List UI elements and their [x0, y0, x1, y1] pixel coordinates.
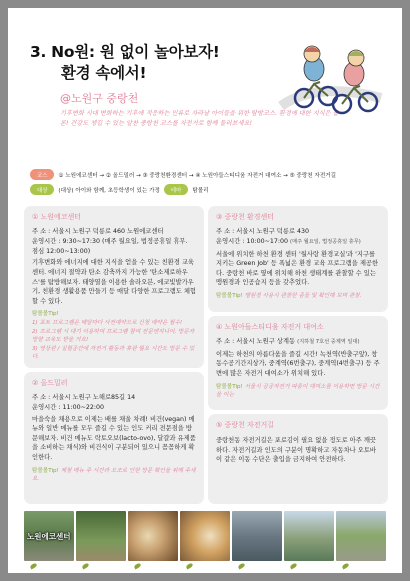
leaf-icon: [185, 563, 193, 570]
hours: 운영시간 : 11:00~22:00: [32, 403, 105, 411]
photo-label: 노원에코센터: [27, 532, 71, 541]
hours-break: 점심 12:00~13:00): [32, 247, 91, 255]
hours: 운영시간 : 10:00~17:00 (매주 월요일, 법정공휴일 휴무): [216, 237, 361, 245]
leaf-icon: [133, 563, 141, 570]
tip-block: 탐볼볼Tip! 1) 포토 프로그램은 매달마다 사전예약으로 신청 예약은 필수! 2) 프로그램 시 대기 이용하여 프로그램 참여 전문엔지니어, 방문자 방향 교육도 받을 거요! 3) 영상관 / 실험공간에 자전거 활동과 휴관 월요 시간도 방문 수 있다.: [32, 311, 195, 361]
leaf-icon: [289, 563, 297, 570]
photo-strip: [24, 511, 386, 561]
address: 주 소 : 서울시 노원구 상계동 (지하철 7호선 중계역 일대): [216, 338, 360, 345]
theme-pill: 테마: [164, 184, 188, 195]
subtitle-location: @노원구 중랑천: [60, 92, 139, 105]
leaf-icon: [29, 563, 37, 570]
target-row: [30, 184, 209, 195]
photo-stream: [284, 511, 334, 561]
card-body: 마을숙을 채용으로 이제는 배를 채울 차례! 비건(vegan) 메뉴와 일반 메뉴를 모두 즐길 수 있는 인도 커리 전문점을 방문해보자. 비건 메뉴도 락토오보(lacto-ovo), 달걀과 유제품을 소비하는 채식)와 비건식이 구분되어 있으니 꼼꼼하게 확인한다.: [32, 415, 196, 461]
leaf-icon: [81, 563, 89, 570]
card-bike-path: [208, 414, 388, 504]
photo-curry: [180, 511, 230, 561]
leaf-icon: [341, 563, 349, 570]
tip-block: 탐볼볼Tip! 제철 메뉴 주 시간과 오조로 인한 방문 확인을 위해 주세요.: [32, 467, 196, 483]
tip-block: 탐볼볼Tip! 맹원경 사용시 관찰한 종들 및 확인해 보며 관찰.: [216, 292, 362, 299]
route-pill: 코스: [30, 169, 54, 180]
leaf-decoration: [30, 564, 380, 572]
card-body: 중랑천동 자전거길은 포로김이 필요 없을 정도로 아주 깨끗하다. 자전거길과 인도의 구분이 명확하고 자동차나 오토바이 같은 이동 수단은 출입을 금지하여 안전하다.: [216, 437, 376, 464]
address: 주 소 : 서울시 노원구 노해로85길 14: [32, 394, 136, 401]
card-jungnang-center: [208, 206, 388, 312]
card-title: ① 노원에코센터: [32, 213, 82, 221]
title-line-2: 환경 속에서!: [61, 64, 147, 82]
document-page: [8, 8, 402, 573]
route-text: ① 노원에코센터 → ② 올드밀러 → ③ 중랑천환경센터 → ④ 노원아들스티디움 자전거 대여소 → ⑤ 중랑천 자전거길: [58, 172, 337, 179]
card-eco-center: [24, 206, 204, 368]
card-title: ③ 중랑천 환경센터: [216, 213, 275, 221]
photo-bike-path: [336, 511, 386, 561]
target-text: (대상) 아이와 함께, 초등학생이 있는 가정: [58, 187, 160, 194]
title-line-1: 3. No원: 원 없이 놀아보자!: [30, 43, 220, 61]
card-title: ② 올드밀러: [32, 379, 68, 387]
intro-text: 기후변화 시대 변화하는 기후에 적응하는 인류로 자라날 아이들을 위한 탐방코스. 환경에 대한 지식은 물론! 건강도 챙길 수 있는 알찬 중랑천 코스를 자전거로 함께 둘러보세요!: [60, 110, 339, 127]
leaf-icon: [237, 563, 245, 570]
cyclists-illustration-icon: [276, 36, 386, 126]
tip-block: 탐볼볼Tip! 서울시 공공자전거 따릉이 대여소를 이용하면 방문 시간을 이는: [216, 383, 380, 399]
card-body: 서울에 위치한 하천 환경 센터 '월사랑 환경교실'과 '지구를 지키는 Green Job' 등 폭넓은 환경 교육 프로그램을 제공한다. 중랑천 바로 옆에 위치해 하천 생태계를 관찰할 수 있는 맹원경과 인공습지 등을 갖추었다.: [216, 250, 379, 287]
photo-eco-center: [24, 511, 74, 561]
tip-item: 3) 영상관 / 실험공간에 자전거 활동과 휴관 월요 시간도 방문 수 있다.: [32, 345, 195, 361]
photo-garden: [76, 511, 126, 561]
card-title: ⑤ 중랑천 자전거길: [216, 421, 275, 429]
tip-item: 1) 포토 프로그램은 매달마다 사전예약으로 신청 예약은 필수!: [32, 319, 183, 326]
card-body: 이제는 하천의 아름다움을 즐길 시간! 녹천역(반출구앞), 창동수공기간지상가, 중계역(6번출구), 중계역(4번출구) 등 주변에 많은 자전거 대여소가 위치해 있다.: [216, 350, 380, 377]
theme-text: 탐볼리: [192, 187, 209, 194]
target-pill: 대상: [30, 184, 54, 195]
address: 주 소 : 서울시 노원구 덕릉로 430: [216, 228, 310, 235]
address: 주 소 : 서울시 노원구 덕릉로 460 노원에코센터: [32, 228, 164, 235]
card-body: 기후변화와 에너지에 대한 지식을 얻을 수 있는 친환경 교육센터. 에너지 절약과 탄소 감축까지 가능한 '탄소제로하우스'를 탐방해보자. 태양열을 이용한 솔라오븐, 에코빛발가우기, 친환경 생활용품 만들기 등 매달 다양한 프로그램도 체험할 수 있다.: [32, 259, 197, 305]
hours: 운영시간 : 9:30~17:30 (매주 월요일, 법정공휴일 휴무.: [32, 237, 188, 245]
route-row: [30, 169, 336, 180]
card-old-mill: [24, 372, 204, 504]
photo-building: [232, 511, 282, 561]
card-title: ④ 노원아들스티디움 자전거 대여소: [216, 323, 324, 331]
photo-food: [128, 511, 178, 561]
card-bike-rental: [208, 316, 388, 410]
tip-item: 2) 프로그램 시 대기 이용하여 프로그램 참여 전문엔지니어, 방문자 방향 교육도 받을 거요!: [32, 328, 195, 344]
page-title: [30, 42, 260, 84]
